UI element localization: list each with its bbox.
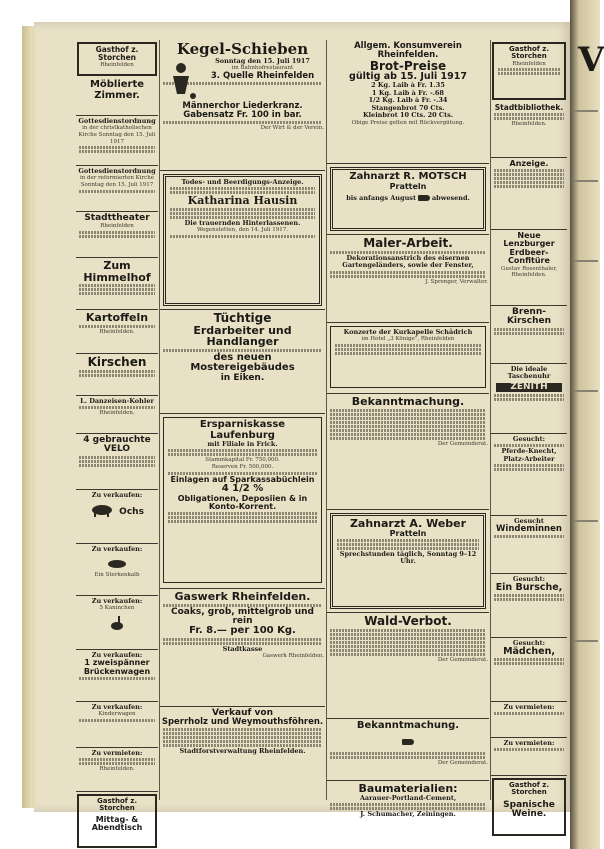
ad-velo: 4 gebrauchte VELO — [76, 434, 158, 490]
bowler-figure-icon — [163, 60, 199, 100]
ad-stadttheater: Stadttheater Rheinfelden — [76, 212, 158, 258]
ad-ochs: Zu verkaufen: Ochs — [76, 490, 158, 544]
ad-kinderwagen: Zu verkaufen: Kinderwagen — [76, 702, 158, 748]
ad-himmelhof: Zum Himmelhof — [76, 258, 158, 310]
rabbit-icon — [109, 615, 125, 631]
calf-icon — [106, 558, 128, 570]
ad-gesucht-maedchen: Gesucht: Mädchen, — [491, 638, 567, 702]
ad-storchen-right-top: Gasthof z. Storchen Rheinfelden — [492, 42, 566, 100]
ad-gesucht-pferde-knecht: Gesucht: Pferde-Knecht, Platz-Arbeiter — [491, 434, 567, 516]
ad-sterkenkalb: Zu verkaufen: Ein Sterkenkalb — [76, 544, 158, 596]
ad-gottesdienst-christkath: Gottesdienstordnung in der christkatholischen Kirche Sonntag den 15. Juli 1917 — [76, 116, 158, 166]
ad-todes-anzeige: Todes- und Beerdigungs-Anzeige. Katharina Hausin Die trauernden Hinterlassenen. Wegenstetten, den 14. Juli 1917. — [160, 171, 325, 310]
ad-wald-verbot: Wald-Verbot. Der Gemeinderat. — [327, 613, 489, 719]
column-4 — [491, 40, 567, 820]
ad-gaswerk: Gaswerk Rheinfelden. Coaks, grob, mittelgrob und rein Fr. 8.— per 100 Kg. Stadtkasse Gaswerk Rheinfelden. — [160, 589, 325, 707]
ad-anzeige: Anzeige. — [491, 158, 567, 230]
ad-gesucht-windeminnen: Gesucht Windeminnen — [491, 516, 567, 574]
ad-tuechtige-erdarbeiter: Tüchtige Erdarbeiter und Handlanger des neuen Mostereigebäudes in Eiken. — [160, 310, 325, 414]
ad-storchen-spanische-weine: Gasthof z. Storchen Spanische Weine. — [492, 778, 566, 836]
ad-konzerte-kurkapelle: Konzerte der Kurkapelle Schädrich im Hotel „3 Könige", Rheinfelden — [327, 323, 489, 394]
pointing-hand-icon — [418, 195, 430, 201]
ad-kegel-schieben: Kegel-Schieben Sonntag den 15. Juli 1917 im Bahnhofrestaurant 3. Quelle Rheinfelden Männerchor Liederkranz. Gabensatz Fr. 100 in bar. Der Wirt & der Verein. — [160, 40, 325, 171]
ad-ersparniskasse: Ersparniskasse Laufenburg mit Filiale in Frick. Stammkapital Fr. 750,000. Reserven Fr. 500,000. Einlagen auf Sparkassabüchlein 4 1/2 % Obligationen, Deposiien & in Konto-Korrent. — [160, 414, 325, 589]
ad-zenith-taschenuhr: Die ideale Taschenuhr ZENITH — [491, 364, 567, 434]
ad-bekanntmachung-1: Bekanntmachung. Der Gemeinderat. — [327, 394, 489, 510]
column-3 — [327, 40, 489, 819]
ad-zu-vermieten-right-2: Zu vermieten: — [491, 738, 567, 776]
facing-page-edge — [570, 0, 604, 849]
ad-maler-arbeit: Maler-Arbeit. Dekorationsanstrich des eisernen Gartengeländers, sowie der Fenster, J. Sprenger, Verwalter. — [327, 235, 489, 323]
ad-storchen-bottom: Gasthof z. Storchen Mittag- & Abendtisch — [77, 794, 157, 848]
ad-storchen-top: Gasthof z. Storchen Rheinfelden — [77, 42, 157, 76]
ad-lenzburger-confituere: Neue Lenzburger Erdbeer-Confitüre Gustav Rosenthaler, Rheinfelden. — [491, 230, 567, 306]
pointing-hand-icon — [402, 739, 414, 745]
ad-moeblierte-zimmer: Möblierte Zimmer. — [76, 78, 158, 116]
ad-brenn-kirschen: Brenn-Kirschen — [491, 306, 567, 364]
facing-page-letter: V — [578, 40, 604, 80]
ox-icon — [90, 503, 114, 517]
ad-kaninchen: Zu verkaufen: 5 Kaninchen — [76, 596, 158, 650]
ad-zu-vermieten: Zu vermieten: Rheinfelden. — [76, 748, 158, 792]
ad-kartoffeln: Kartoffeln Rheinfelden. — [76, 310, 158, 354]
ad-bekanntmachung-2: Bekanntmachung. Der Gemeinderat. — [327, 719, 489, 781]
ad-brueckenwagen: Zu verkaufen: 1 zweispänner Brückenwagen — [76, 650, 158, 702]
ad-gottesdienst-reformiert: Gottesdienstordnung in der reformierten Kirche Sonntag den 15. Juli 1917 — [76, 166, 158, 212]
ad-verkauf-sperrholz: Verkauf von Sperrholz und Weymouthsföhren. Stadtforstverwaltung Rheinfelden. — [161, 708, 324, 756]
column-2 — [160, 40, 325, 800]
ad-baumaterialien: Baumaterialien: Aarauer-Portland-Cement, J. Schumacher, Zeiningen. — [327, 781, 489, 846]
ad-zahnarzt-motsch: Zahnarzt R. MOTSCH Pratteln bis anfangs August abwesend. — [327, 164, 489, 235]
ad-gesucht-bursche: Gesucht: Ein Bursche, — [491, 574, 567, 638]
ad-stadtbibliothek: Stadtbibliothek. Rheinfelden. — [491, 102, 567, 158]
ad-kirschen: Kirschen — [76, 354, 158, 396]
ad-zu-vermieten-right-1: Zu vermieten: — [491, 702, 567, 738]
ad-danzeisen-kohler: L. Danzeisen-Kohler Rheinfelden. — [76, 396, 158, 434]
ad-konsumverein-brotpreise: Allgem. Konsumverein Rheinfelden. Brot-Preise gültig ab 15. Juli 1917 2 Kg. Laib à Fr. 1.35 1 Kg. Laib à Fr. -.68 1/2 Kg. Laib à Fr. -.34 Stangenbrot 70 Cts. Kleinbrot 10 Cts. 20 Cts. Obige Preise gelten mit Rückvergütung. — [327, 40, 489, 164]
column-1 — [76, 40, 158, 833]
ad-zahnarzt-weber: Zahnarzt A. Weber Pratteln Sprechstunden täglich, Sonntag 9–12 Uhr. — [327, 510, 489, 613]
